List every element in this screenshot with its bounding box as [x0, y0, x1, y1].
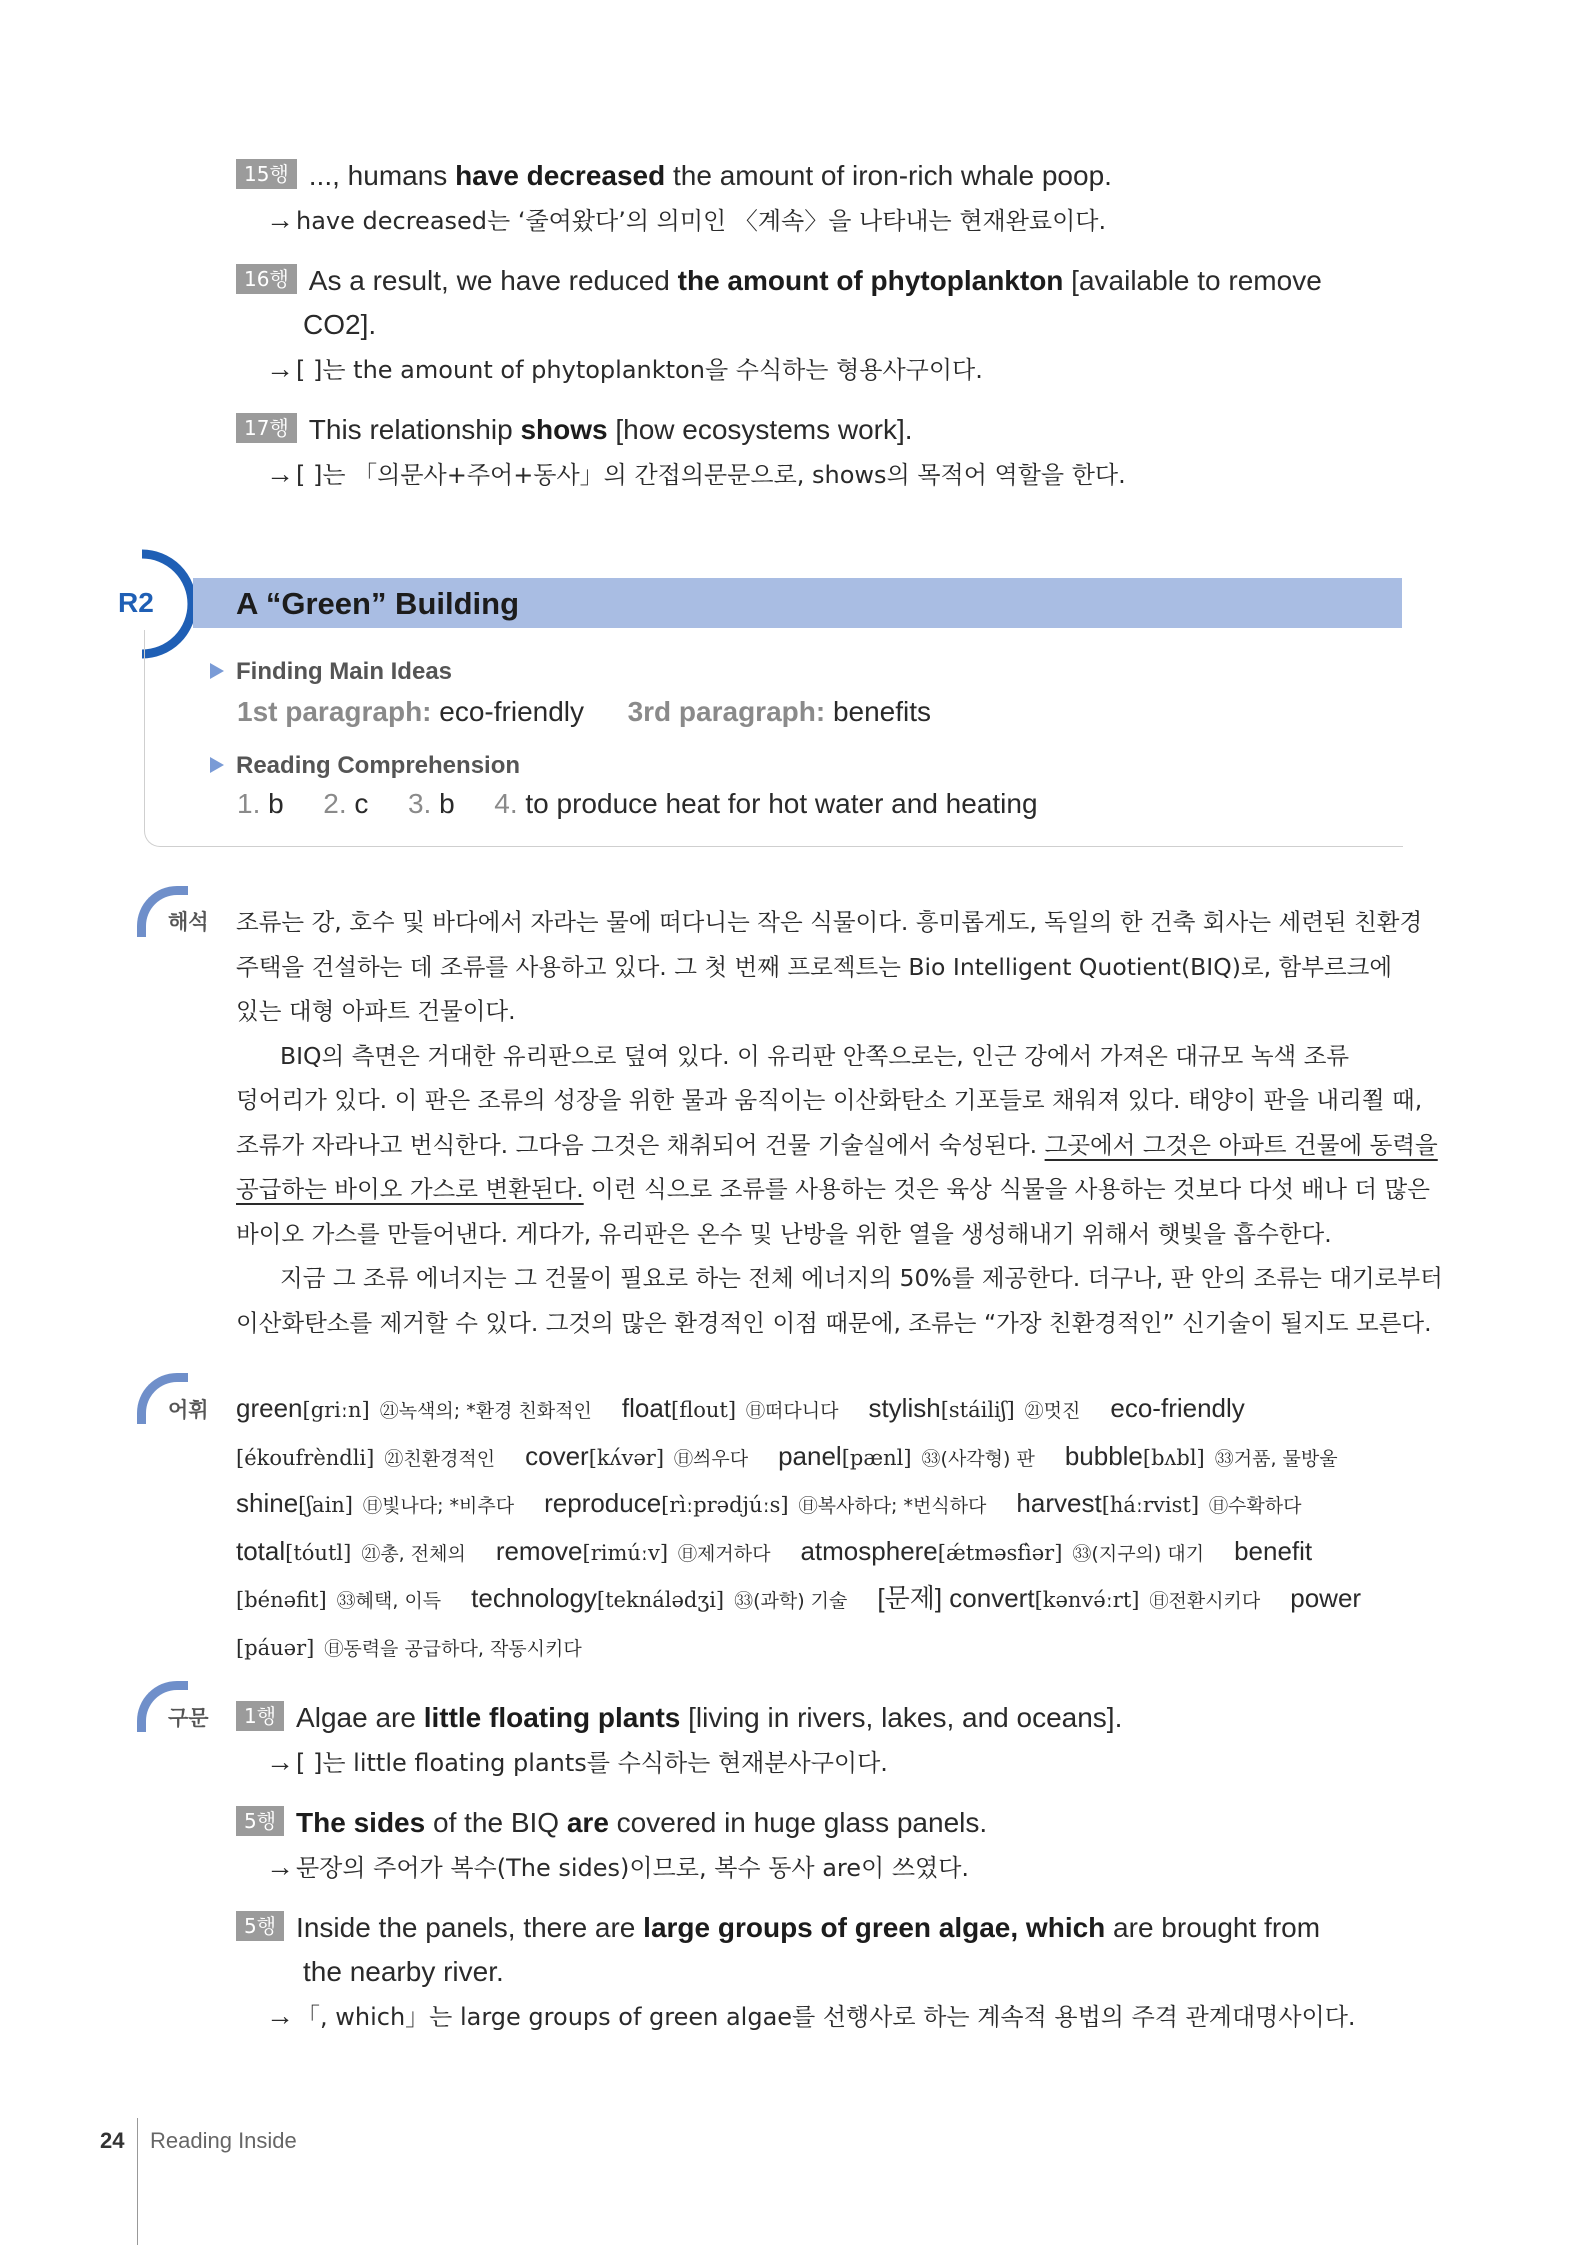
vocab-meaning: ㉝(과학) 기술	[734, 1590, 848, 1612]
grammar-note-text: have decreased는 ‘줄여왔다’의 의미인 〈계속〉을 나타내는 현재완료이다.	[296, 207, 1107, 235]
bold-phrase: shows	[520, 414, 608, 445]
sentence-text: covered in huge glass panels.	[608, 1807, 988, 1838]
translation-line: 지금 그 조류 에너지는 그 건물이 필요로 하는 전체 에너지의 50%를 제공한다. 더구나, 판 안의 조류는 대기로부터	[280, 1264, 1443, 1292]
vocab-entry	[868, 1393, 1080, 1423]
example-sentence-continuation: the nearby river.	[303, 1956, 504, 1987]
bold-phrase: The sides	[296, 1807, 426, 1838]
finding-key-1: 1st paragraph	[237, 696, 423, 727]
underlined-sentence: 공급하는 바이오 가스로 변환된다.	[236, 1175, 584, 1203]
vocab-phonetic: [griːn]	[302, 1398, 370, 1422]
vocab-entry	[800, 1536, 1204, 1566]
vocab-entry	[471, 1583, 847, 1613]
vocab-entry	[1016, 1488, 1301, 1518]
reading-comprehension-heading: Reading Comprehension	[210, 749, 520, 783]
vocab-word: reproduce	[544, 1488, 662, 1518]
example-sentence	[236, 1908, 1320, 1948]
bold-phrase: have decreased	[455, 160, 666, 191]
vocab-word: benefit	[1234, 1535, 1313, 1566]
vocab-phonetic: [kʌ́vər]	[588, 1445, 665, 1470]
answer-1: b	[268, 788, 284, 819]
grammar-note-text: [ ]는 「의문사+주어+동사」의 간접의문문으로, shows의 목적어 역할을 한다.	[296, 461, 1126, 489]
bold-phrase: the amount of phytoplankton	[677, 265, 1064, 296]
sentence-text: This relationship	[308, 414, 521, 445]
vocab-phonetic: [kənvə́ːrt]	[1034, 1588, 1140, 1612]
vocab-word: [문제] convert	[877, 1583, 1035, 1613]
vocab-entry	[236, 1583, 441, 1613]
vocab-phonetic: [teknálədʒi]	[596, 1588, 725, 1612]
line-number-tag: 5행	[236, 1911, 284, 1941]
vocab-entry	[622, 1393, 839, 1423]
vocab-word: panel	[778, 1440, 842, 1471]
grammar-note	[266, 1742, 888, 1783]
translation-line: 바이오 가스를 만들어낸다. 게다가, 유리판은 온수 및 난방을 위한 열을 생성해내기 위해서 햇빛을 흡수한다.	[236, 1219, 1332, 1248]
example-sentence	[236, 1698, 1122, 1738]
translation-line: 주택을 건설하는 데 조류를 사용하고 있다. 그 첫 번째 프로젝트는 Bio Intelligent Quotient(BIQ)로, 함부르크에	[236, 952, 1393, 981]
finding-main-ideas-heading: Finding Main Ideas	[210, 655, 452, 689]
line-number-tag: 1행	[236, 1701, 284, 1731]
vocab-phonetic: [háːrvist]	[1101, 1493, 1200, 1517]
vocab-entry	[496, 1536, 771, 1566]
vocab-meaning: ㊐제거하다	[678, 1542, 771, 1565]
bold-phrase: little floating plants	[423, 1702, 681, 1733]
translation-line: 있는 대형 아파트 건물이다.	[236, 997, 516, 1025]
r2-label: R2	[118, 587, 154, 618]
vocab-phonetic: [pænl]	[841, 1445, 912, 1470]
translation-paragraphs	[236, 900, 1443, 1345]
vocab-word: green	[236, 1393, 303, 1423]
vocab-entry	[877, 1583, 1260, 1613]
example-sentence-continuation: CO2].	[303, 309, 377, 340]
vocab-meaning: ㊐수확하다	[1209, 1495, 1302, 1517]
vocab-word: power	[1290, 1583, 1362, 1613]
reading-comprehension-answers: 1. b 2. c 3. b 4. to produce heat for hot water and heating	[237, 788, 1038, 819]
vocab-list	[236, 1386, 1411, 1671]
sentence-text: [how ecosystems work].	[607, 414, 913, 445]
answer-4: to produce heat for hot water and heating	[525, 788, 1038, 819]
triangle-bullet-icon	[210, 757, 224, 773]
vocab-row	[236, 1529, 1411, 1577]
vocab-phonetic: [stáiliʃ]	[940, 1398, 1015, 1422]
translation-label: 해석	[168, 910, 209, 934]
vocab-meaning: ㉑멋진	[1024, 1400, 1081, 1422]
vocab-phonetic: [páuər]	[236, 1635, 315, 1660]
vocab-meaning: ㉝(지구의) 대기	[1072, 1542, 1205, 1565]
arrow-icon: →	[266, 204, 294, 235]
page-number: 24	[100, 2128, 125, 2153]
grammar-note-text: [ ]는 little floating plants를 수식하는 현재분사구이다.	[296, 1749, 888, 1777]
vocab-entry	[236, 1441, 495, 1471]
vocab-word: eco-friendly	[1110, 1393, 1245, 1423]
footer-divider	[137, 2118, 138, 2245]
syntax-label: 구문	[168, 1706, 209, 1730]
vocab-word: technology	[471, 1583, 597, 1613]
bold-phrase: are	[566, 1807, 609, 1838]
sentence-text: Inside the panels, there are	[296, 1912, 644, 1943]
vocab-word: harvest	[1016, 1488, 1102, 1518]
vocab-meaning: ㉝거품, 물방울	[1214, 1447, 1338, 1470]
vocab-phonetic: [ʃain]	[298, 1493, 354, 1517]
vocab-meaning: ㊐씌우다	[674, 1447, 749, 1470]
r2-title: A “Green” Building	[236, 586, 520, 621]
triangle-bullet-icon	[210, 663, 224, 679]
sentence-text: As a result, we have reduced	[308, 265, 678, 296]
grammar-note-text: 문장의 주어가 복수(The sides)이므로, 복수 동사 are이 쓰였다.	[296, 1854, 970, 1882]
vocab-entry	[525, 1441, 748, 1471]
vocab-entry	[236, 1631, 582, 1661]
vocab-entry	[236, 1393, 592, 1423]
answer-2: c	[354, 788, 369, 819]
vocab-word: stylish	[868, 1393, 941, 1423]
vocab-word: cover	[525, 1440, 589, 1471]
sentence-text: the amount of iron-rich whale poop.	[665, 160, 1112, 191]
vocab-meaning: ㉑총, 전체의	[361, 1542, 466, 1565]
translation-line: 이산화탄소를 제거할 수 있다. 그것의 많은 환경적인 이점 때문에, 조류는 “가장 친환경적인” 신기술이 될지도 모른다.	[236, 1308, 1432, 1337]
vocab-word: float	[621, 1393, 672, 1423]
vocab-meaning: ㉑녹색의; *환경 친화적인	[379, 1400, 592, 1422]
book-title: Reading Inside	[150, 2128, 297, 2153]
vocab-meaning: ㊐전환시키다	[1149, 1590, 1261, 1612]
sentence-text: [available to remove	[1063, 265, 1322, 296]
vocab-entry	[1290, 1583, 1361, 1613]
sentence-text: [living in rivers, lakes, and oceans].	[680, 1702, 1123, 1733]
finding-key-2: 3rd paragraph	[627, 696, 816, 727]
vocab-meaning: ㊐동력을 공급하다, 작동시키다	[324, 1637, 582, 1660]
bold-phrase: large groups of green algae, which	[643, 1912, 1106, 1943]
vocab-entry	[236, 1488, 514, 1518]
vocab-entry	[1110, 1393, 1244, 1423]
vocab-word: shine	[236, 1488, 299, 1518]
vocab-word: atmosphere	[800, 1535, 938, 1566]
grammar-note	[266, 200, 1106, 241]
underlined-sentence: 그곳에서 그것은 아파트 건물에 동력을	[1044, 1130, 1438, 1159]
arrow-icon: →	[266, 1746, 294, 1777]
arrow-icon: →	[266, 2000, 294, 2031]
grammar-note	[266, 454, 1126, 495]
arrow-icon: →	[266, 1851, 294, 1882]
finding-value-1: eco-friendly	[439, 696, 585, 727]
translation-line: 덩어리가 있다. 이 판은 조류의 성장을 위한 물과 움직이는 이산화탄소 기포들로 채워져 있다. 태양이 판을 내리쬘 때,	[236, 1086, 1423, 1114]
example-sentence	[236, 410, 913, 450]
grammar-note	[266, 349, 983, 390]
vocab-word: remove	[495, 1535, 583, 1566]
vocab-row	[236, 1434, 1411, 1482]
vocab-phonetic: [ǽtməsfìər]	[937, 1540, 1063, 1565]
sentence-text: of the BIQ	[425, 1807, 567, 1838]
vocab-phonetic: [rimúːv]	[582, 1540, 669, 1565]
vocab-meaning: ㊐빛나다; *비추다	[363, 1495, 515, 1517]
grammar-note	[266, 1996, 1356, 2037]
vocab-phonetic: [bénəfit]	[236, 1588, 327, 1612]
example-sentence	[236, 261, 1322, 301]
grammar-note-text: 「, which」는 large groups of green algae를 선행사로 하는 계속적 용법의 주격 관계대명사이다.	[296, 2003, 1356, 2031]
vocab-meaning: ㉑친환경적인	[384, 1447, 496, 1470]
vocab-row	[236, 1624, 1411, 1672]
line-number-tag: 5행	[236, 1806, 284, 1836]
sentence-text: ..., humans	[308, 160, 456, 191]
translation-line: BIQ의 측면은 거대한 유리판으로 덮여 있다. 이 유리판 안쪽으로는, 인근 강에서 가져온 대규모 녹색 조류	[280, 1041, 1350, 1070]
vocab-word: bubble	[1064, 1440, 1143, 1471]
vocab-meaning: ㊐떠다니다	[746, 1400, 839, 1422]
vocab-entry	[1065, 1441, 1338, 1471]
vocab-phonetic: [bʌbl]	[1142, 1445, 1205, 1470]
vocab-phonetic: [tóutl]	[285, 1540, 352, 1565]
vocab-row	[236, 1481, 1411, 1529]
finding-main-ideas-answers: 1st paragraph: eco-friendly 3rd paragraph: benefits	[237, 696, 932, 727]
vocab-entry	[778, 1441, 1035, 1471]
vocab-meaning: ㉝(사각형) 판	[921, 1447, 1035, 1470]
sentence-text: Algae are	[296, 1702, 424, 1733]
vocab-phonetic: [rìːprədjúːs]	[661, 1493, 789, 1517]
answer-3: b	[439, 788, 455, 819]
example-sentence	[236, 156, 1112, 196]
line-number-tag: 17행	[236, 413, 297, 443]
translation-line: 조류가 자라나고 번식한다. 그다음 그것은 채취되어 건물 기술실에서 숙성된다. 그곳에서 그것은 아파트 건물에 동력을	[236, 1130, 1438, 1159]
finding-value-2: benefits	[832, 696, 932, 727]
line-number-tag: 16행	[236, 264, 297, 294]
vocab-row	[236, 1386, 1411, 1434]
grammar-note-text: [ ]는 the amount of phytoplankton을 수식하는 형용사구이다.	[296, 356, 983, 384]
example-sentence	[236, 1803, 987, 1843]
arrow-icon: →	[266, 353, 294, 384]
vocab-word: total	[236, 1535, 286, 1566]
vocab-row	[236, 1576, 1411, 1624]
arrow-icon: →	[266, 458, 294, 489]
vocab-meaning: ㉝혜택, 이득	[336, 1590, 442, 1612]
sentence-text: are brought from	[1105, 1912, 1321, 1943]
vocab-entry	[236, 1536, 466, 1566]
vocab-meaning: ㊐복사하다; *번식하다	[798, 1495, 987, 1517]
grammar-note	[266, 1847, 969, 1888]
vocab-entry	[544, 1488, 986, 1518]
vocab-label: 어휘	[168, 1398, 209, 1422]
vocab-entry	[1234, 1536, 1312, 1566]
line-number-tag: 15행	[236, 159, 297, 189]
vocab-phonetic: [flout]	[671, 1398, 737, 1422]
vocab-phonetic: [ékoufrèndli]	[236, 1445, 375, 1470]
translation-line: 공급하는 바이오 가스로 변환된다. 이런 식으로 조류를 사용하는 것은 육상 식물을 사용하는 것보다 다섯 배나 더 많은	[236, 1175, 1430, 1203]
translation-line: 조류는 강, 호수 및 바다에서 자라는 물에 떠다니는 작은 식물이다. 흥미롭게도, 독일의 한 건축 회사는 세련된 친환경	[236, 908, 1423, 936]
